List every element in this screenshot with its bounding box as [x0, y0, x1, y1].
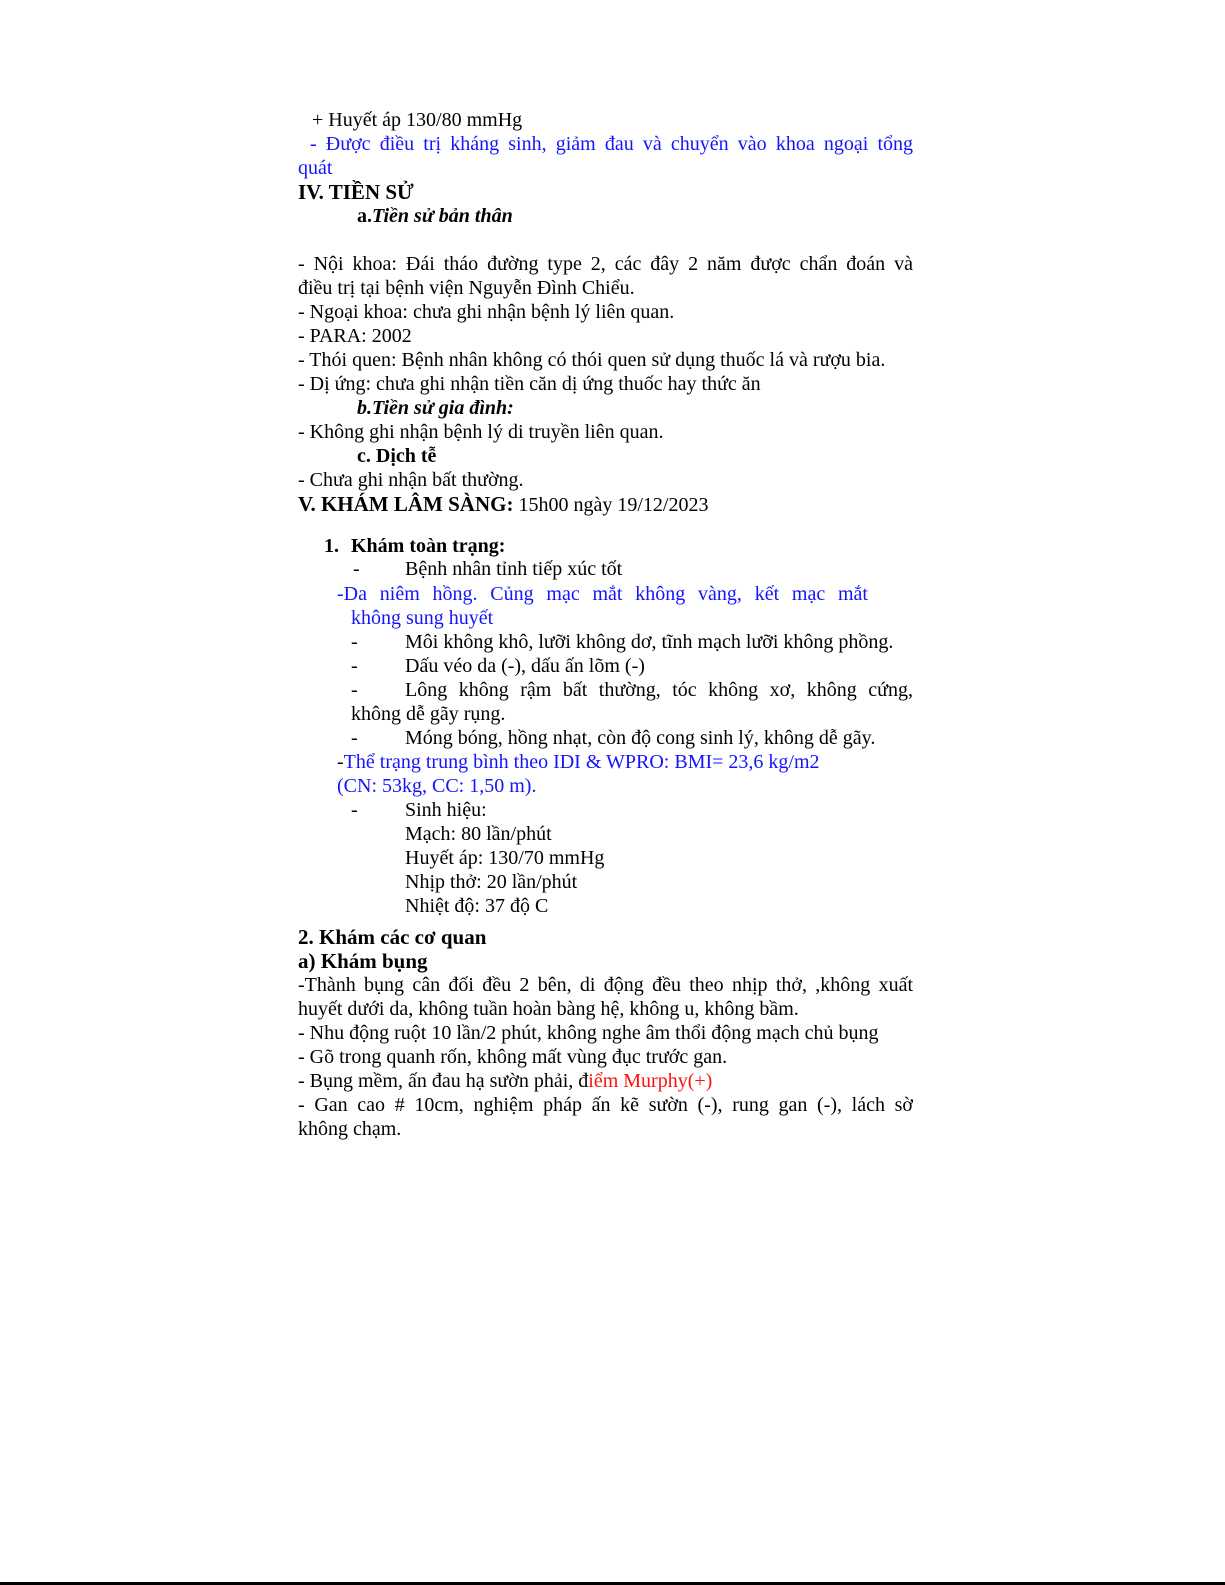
history-heading: IV. TIỀN SỬ	[298, 180, 414, 204]
palpation-line	[298, 1069, 712, 1093]
organs-heading: 2. Khám các cơ quan	[298, 925, 487, 949]
respiration-line: Nhịp thở: 20 lần/phút	[405, 871, 578, 893]
treatment-line-2: quát	[298, 157, 333, 179]
previous-bp-line: + Huyết áp 130/80 mmHg	[312, 109, 523, 131]
exam-heading-line	[298, 492, 708, 516]
bullet-dash: -	[351, 799, 358, 821]
bmi-dash: -	[337, 751, 344, 773]
personal-history-label: Tiền sử bản thân	[372, 205, 513, 227]
bmi-line-2: (CN: 53kg, CC: 1,50 m).	[337, 775, 537, 797]
inspection-line-2: huyết dưới da, không tuần hoàn bàng hệ, không u, không bầm.	[298, 998, 799, 1020]
bmi-line-1	[337, 750, 820, 774]
abdomen-title: a) Khám bụng	[298, 949, 428, 973]
exam-heading: V. KHÁM LÂM SÀNG:	[298, 492, 514, 516]
pulse-line: Mạch: 80 lần/phút	[405, 823, 552, 845]
personal-history-title	[357, 204, 513, 228]
lips-line: Môi không khô, lưỡi không dơ, tĩnh mạch lưỡi không phồng.	[405, 631, 894, 653]
murphy-sign: iểm Murphy(+)	[588, 1070, 713, 1092]
palpation-text: - Bụng mềm, ấn đau hạ sườn phải, đ	[298, 1070, 589, 1092]
temperature-line: Nhiệt độ: 37 độ C	[405, 895, 549, 917]
general-exam-number: 1.	[324, 535, 339, 557]
bullet-dash: -	[353, 558, 360, 580]
epidemiology-title: c. Dịch tễ	[357, 445, 437, 467]
bullet-dash: -	[351, 631, 358, 653]
hair-line-1: Lông không rậm bất thường, tóc không xơ, không cứng,	[405, 679, 913, 701]
hair-line-2: không dễ gãy rụng.	[351, 703, 506, 725]
allergy-line: - Dị ứng: chưa ghi nhận tiền căn dị ứng thuốc hay thức ăn	[298, 373, 761, 395]
mucosa-line-1: -Da niêm hồng. Củng mạc mắt không vàng, kết mạc mắt	[337, 583, 868, 605]
bullet-dash: -	[351, 655, 358, 677]
personal-history-prefix: a.	[357, 205, 372, 227]
bullet-dash: -	[351, 679, 358, 701]
bullet-dash: -	[351, 727, 358, 749]
habits-line: - Thói quen: Bệnh nhân không có thói quen sử dụng thuốc lá và rượu bia.	[298, 349, 886, 371]
bmi-text: Thể trạng trung bình theo IDI & WPRO: BMI= 23,6 kg/m2	[343, 751, 820, 773]
family-history-line: - Không ghi nhận bệnh lý di truyền liên quan.	[298, 421, 664, 443]
internal-medicine-line-2: điều trị tại bệnh viện Nguyễn Đình Chiểu.	[298, 277, 635, 299]
surgical-history-line: - Ngoại khoa: chưa ghi nhận bệnh lý liên quan.	[298, 301, 675, 323]
nails-line: Móng bóng, hồng nhạt, còn độ cong sinh lý, không dễ gãy.	[405, 727, 876, 749]
liver-line-1: - Gan cao # 10cm, nghiệm pháp ấn kẽ sườn (-), rung gan (-), lách sờ	[298, 1094, 913, 1116]
family-history-title: b.Tiền sử gia đình:	[357, 397, 514, 419]
skin-line: Dấu véo da (-), dấu ấn lõm (-)	[405, 655, 645, 677]
internal-medicine-line-1: - Nội khoa: Đái tháo đường type 2, các đây 2 năm được chẩn đoán và	[298, 253, 913, 275]
para-line: - PARA: 2002	[298, 325, 412, 347]
blood-pressure-line: Huyết áp: 130/70 mmHg	[405, 847, 605, 869]
mucosa-line-2: không sung huyết	[351, 607, 494, 629]
bowel-sounds-line: - Nhu động ruột 10 lần/2 phút, không nghe âm thổi động mạch chủ bụng	[298, 1022, 879, 1044]
inspection-line-1: -Thành bụng cân đối đều 2 bên, di động đều theo nhịp thở, ,không xuất	[298, 974, 913, 996]
conscious-line: Bệnh nhân tỉnh tiếp xúc tốt	[405, 558, 623, 580]
epidemiology-line: - Chưa ghi nhận bất thường.	[298, 469, 524, 491]
general-exam-title: Khám toàn trạng:	[351, 535, 506, 557]
exam-time: 15h00 ngày 19/12/2023	[518, 494, 709, 516]
treatment-line-1: - Được điều trị kháng sinh, giảm đau và chuyển vào khoa ngoại tổng	[310, 133, 913, 155]
vitals-title: Sinh hiệu:	[405, 799, 487, 821]
liver-line-2: không chạm.	[298, 1118, 402, 1140]
percussion-line: - Gõ trong quanh rốn, không mất vùng đục trước gan.	[298, 1046, 728, 1068]
